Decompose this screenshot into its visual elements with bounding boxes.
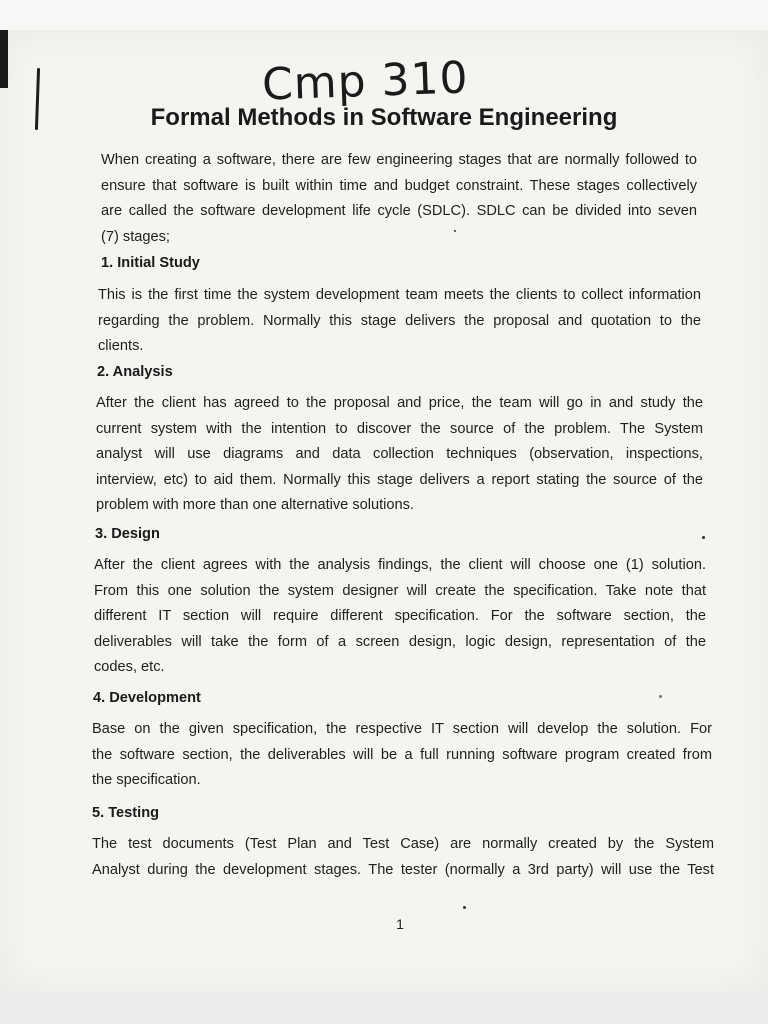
body-line: Analyst during the development stages. The tester (normally a 3rd party) will use the Test bbox=[92, 861, 714, 878]
intro-line: ensure that software is built within time and budget constraint. These stages collectively bbox=[101, 177, 697, 194]
section-heading-design: 3. Design bbox=[95, 526, 160, 542]
scan-bottom-margin bbox=[0, 992, 768, 1024]
intro-paragraph bbox=[101, 148, 697, 250]
section-heading-analysis: 2. Analysis bbox=[97, 364, 173, 380]
body-line: analyst will use diagrams and data collection techniques (observation, inspections, bbox=[96, 446, 703, 462]
scan-speck bbox=[463, 906, 466, 909]
body-line: Base on the given specification, the respective IT section will develop the solution. For bbox=[92, 721, 712, 737]
section-body-development bbox=[92, 717, 712, 794]
body-line: After the client has agreed to the proposal and price, the team will go in and study the bbox=[96, 395, 703, 411]
section-body-analysis bbox=[96, 391, 703, 519]
body-line: the software section, the deliverables will be a full running software program created from bbox=[92, 746, 712, 763]
body-line: From this one solution the system designer will create the specification. Take note that bbox=[94, 582, 706, 599]
scan-top-margin bbox=[0, 0, 768, 30]
page-number: 1 bbox=[396, 916, 404, 932]
section-body-testing bbox=[92, 832, 714, 883]
binding-mark bbox=[0, 30, 8, 88]
section-body-initial-study bbox=[98, 283, 701, 360]
body-line: regarding the problem. Normally this stage delivers the proposal and quotation to the bbox=[98, 312, 701, 329]
scan-speck bbox=[659, 695, 662, 698]
body-line: deliverables will take the form of a screen design, logic design, representation of the bbox=[94, 633, 706, 650]
body-line: This is the first time the system development team meets the clients to collect information bbox=[98, 287, 701, 303]
handwritten-course-code: Cmp 310 bbox=[261, 52, 470, 111]
section-heading-testing: 5. Testing bbox=[92, 805, 160, 821]
intro-line: When creating a software, there are few engineering stages that are normally followed to bbox=[101, 152, 697, 168]
page-title: Formal Methods in Software Engineering bbox=[150, 104, 618, 131]
intro-line: are called the software development life cycle (SDLC). SDLC can be divided into seven bbox=[101, 203, 697, 219]
section-heading-development: 4. Development bbox=[93, 690, 201, 706]
body-line: codes, etc. bbox=[94, 659, 165, 675]
body-line: After the client agrees with the analysis findings, the client will choose one (1) solution. bbox=[94, 557, 706, 573]
body-line: problem with more than one alternative solutions. bbox=[96, 497, 414, 513]
scan-speck bbox=[702, 536, 705, 539]
body-line: The test documents (Test Plan and Test Case) are normally created by the System bbox=[92, 836, 714, 852]
scan-speck bbox=[454, 230, 456, 232]
section-heading-initial-study: 1. Initial Study bbox=[101, 255, 200, 271]
body-line: clients. bbox=[98, 338, 144, 354]
intro-line: (7) stages; bbox=[101, 228, 170, 245]
document-page bbox=[0, 30, 768, 992]
body-line: current system with the intention to discover the source of the problem. The System bbox=[96, 420, 703, 437]
body-line: different IT section will require different specification. For the software section, the bbox=[94, 608, 706, 624]
section-body-design bbox=[94, 553, 706, 681]
body-line: interview, etc) to aid them. Normally this stage delivers a report stating the source of the bbox=[96, 471, 703, 488]
body-line: the specification. bbox=[92, 772, 201, 788]
